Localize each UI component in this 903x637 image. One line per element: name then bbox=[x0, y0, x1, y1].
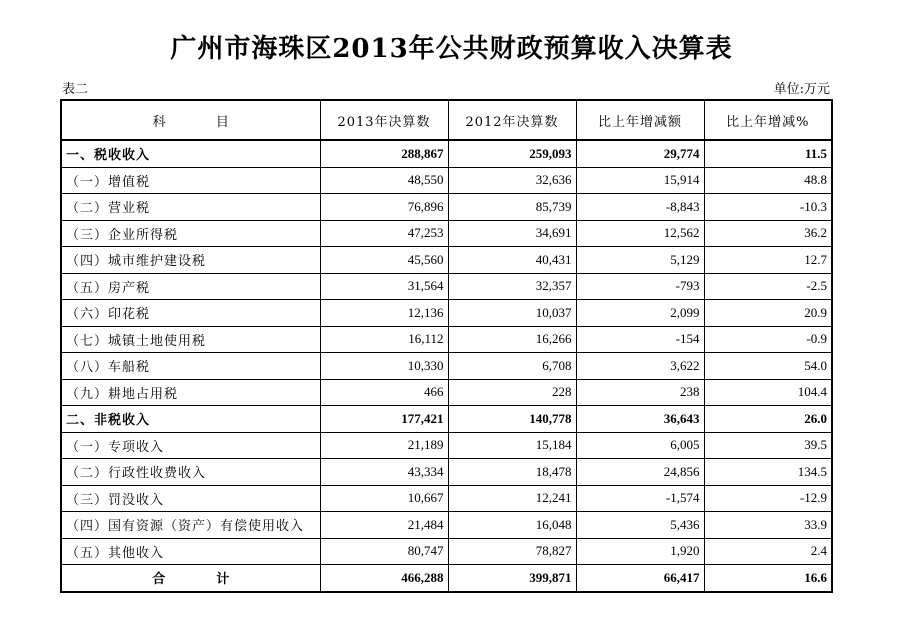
row-diff-value: 15,914 bbox=[576, 167, 704, 194]
row-2013-value: 12,136 bbox=[320, 300, 448, 327]
row-2012-value: 259,093 bbox=[448, 140, 576, 167]
row-subject: （八）车船税 bbox=[61, 353, 320, 380]
row-pct-value: -10.3 bbox=[704, 194, 832, 221]
row-pct-value: 11.5 bbox=[704, 140, 832, 167]
budget-table bbox=[60, 99, 833, 593]
total-diff: 66,417 bbox=[576, 565, 704, 592]
row-2013-value: 10,330 bbox=[320, 353, 448, 380]
column-header-2013: 2013年决算数 bbox=[320, 100, 448, 140]
row-pct-value: 26.0 bbox=[704, 406, 832, 433]
table-row bbox=[61, 538, 832, 565]
row-diff-value: 29,774 bbox=[576, 140, 704, 167]
row-diff-value: -154 bbox=[576, 326, 704, 353]
row-2012-value: 32,357 bbox=[448, 273, 576, 300]
row-2013-value: 21,484 bbox=[320, 512, 448, 539]
row-pct-value: 33.9 bbox=[704, 512, 832, 539]
row-2013-value: 31,564 bbox=[320, 273, 448, 300]
row-diff-value: 5,436 bbox=[576, 512, 704, 539]
row-subject: （一）增值税 bbox=[61, 167, 320, 194]
total-2012: 399,871 bbox=[448, 565, 576, 592]
row-pct-value: 54.0 bbox=[704, 353, 832, 380]
row-2013-value: 16,112 bbox=[320, 326, 448, 353]
table-row bbox=[61, 273, 832, 300]
table-row bbox=[61, 379, 832, 406]
row-2012-value: 78,827 bbox=[448, 538, 576, 565]
row-pct-value: -0.9 bbox=[704, 326, 832, 353]
row-subject: （六）印花税 bbox=[61, 300, 320, 327]
table-row bbox=[61, 485, 832, 512]
row-2013-value: 466 bbox=[320, 379, 448, 406]
row-2012-value: 140,778 bbox=[448, 406, 576, 433]
row-diff-value: 24,856 bbox=[576, 459, 704, 486]
row-subject: （四）城市维护建设税 bbox=[61, 247, 320, 274]
row-2012-value: 12,241 bbox=[448, 485, 576, 512]
row-pct-value: 20.9 bbox=[704, 300, 832, 327]
table-row bbox=[61, 140, 832, 167]
row-2012-value: 6,708 bbox=[448, 353, 576, 380]
row-diff-value: -1,574 bbox=[576, 485, 704, 512]
row-diff-value: 1,920 bbox=[576, 538, 704, 565]
row-2013-value: 76,896 bbox=[320, 194, 448, 221]
table-row bbox=[61, 167, 832, 194]
total-pct: 16.6 bbox=[704, 565, 832, 592]
row-2012-value: 40,431 bbox=[448, 247, 576, 274]
row-diff-value: -793 bbox=[576, 273, 704, 300]
column-header-2012: 2012年决算数 bbox=[448, 100, 576, 140]
row-subject: （四）国有资源（资产）有偿使用收入 bbox=[61, 512, 320, 539]
row-subject: （二）行政性收费收入 bbox=[61, 459, 320, 486]
row-diff-value: 36,643 bbox=[576, 406, 704, 433]
total-row bbox=[61, 565, 832, 592]
row-diff-value: 12,562 bbox=[576, 220, 704, 247]
subject-char-1: 科 bbox=[152, 114, 166, 130]
table-row bbox=[61, 247, 832, 274]
table-row bbox=[61, 432, 832, 459]
table-row bbox=[61, 406, 832, 433]
row-2013-value: 21,189 bbox=[320, 432, 448, 459]
row-pct-value: 104.4 bbox=[704, 379, 832, 406]
row-2012-value: 34,691 bbox=[448, 220, 576, 247]
row-2013-value: 47,253 bbox=[320, 220, 448, 247]
row-2013-value: 80,747 bbox=[320, 538, 448, 565]
column-header-diff: 比上年增减额 bbox=[576, 100, 704, 140]
table-row bbox=[61, 326, 832, 353]
table-row bbox=[61, 300, 832, 327]
row-pct-value: 134.5 bbox=[704, 459, 832, 486]
table-body bbox=[61, 140, 832, 565]
row-2012-value: 85,739 bbox=[448, 194, 576, 221]
table-row bbox=[61, 459, 832, 486]
row-2012-value: 15,184 bbox=[448, 432, 576, 459]
row-2013-value: 288,867 bbox=[320, 140, 448, 167]
row-pct-value: 48.8 bbox=[704, 167, 832, 194]
row-diff-value: 238 bbox=[576, 379, 704, 406]
row-2013-value: 48,550 bbox=[320, 167, 448, 194]
unit-label: 单位:万元 bbox=[773, 82, 830, 97]
row-subject: （三）企业所得税 bbox=[61, 220, 320, 247]
row-subject: （一）专项收入 bbox=[61, 432, 320, 459]
row-diff-value: -8,843 bbox=[576, 194, 704, 221]
row-subject: （二）营业税 bbox=[61, 194, 320, 221]
row-2013-value: 177,421 bbox=[320, 406, 448, 433]
row-2012-value: 16,048 bbox=[448, 512, 576, 539]
row-subject: （七）城镇土地使用税 bbox=[61, 326, 320, 353]
row-pct-value: 2.4 bbox=[704, 538, 832, 565]
table-header-row bbox=[61, 100, 832, 140]
table-row bbox=[61, 353, 832, 380]
table-row bbox=[61, 512, 832, 539]
row-diff-value: 2,099 bbox=[576, 300, 704, 327]
table-number: 表二 bbox=[62, 82, 89, 97]
row-2012-value: 18,478 bbox=[448, 459, 576, 486]
row-2012-value: 10,037 bbox=[448, 300, 576, 327]
row-diff-value: 3,622 bbox=[576, 353, 704, 380]
row-pct-value: 39.5 bbox=[704, 432, 832, 459]
total-2013: 466,288 bbox=[320, 565, 448, 592]
row-diff-value: 6,005 bbox=[576, 432, 704, 459]
table-row bbox=[61, 194, 832, 221]
row-subject: （五）其他收入 bbox=[61, 538, 320, 565]
total-char-2: 计 bbox=[216, 572, 230, 588]
row-pct-value: -2.5 bbox=[704, 273, 832, 300]
row-diff-value: 5,129 bbox=[576, 247, 704, 274]
row-pct-value: 12.7 bbox=[704, 247, 832, 274]
row-subject: （五）房产税 bbox=[61, 273, 320, 300]
row-pct-value: -12.9 bbox=[704, 485, 832, 512]
row-2013-value: 43,334 bbox=[320, 459, 448, 486]
row-subject: （三）罚没收入 bbox=[61, 485, 320, 512]
row-subject: 二、非税收入 bbox=[61, 406, 320, 433]
total-char-1: 合 bbox=[152, 572, 166, 588]
row-pct-value: 36.2 bbox=[704, 220, 832, 247]
table-row bbox=[61, 220, 832, 247]
row-subject: 一、税收收入 bbox=[61, 140, 320, 167]
column-header-pct: 比上年增减% bbox=[704, 100, 832, 140]
row-2013-value: 10,667 bbox=[320, 485, 448, 512]
row-2013-value: 45,560 bbox=[320, 247, 448, 274]
total-label bbox=[61, 565, 320, 592]
row-2012-value: 32,636 bbox=[448, 167, 576, 194]
row-2012-value: 16,266 bbox=[448, 326, 576, 353]
row-subject: （九）耕地占用税 bbox=[61, 379, 320, 406]
row-2012-value: 228 bbox=[448, 379, 576, 406]
column-header-subject bbox=[61, 100, 320, 140]
page-title: 广州市海珠区2013年公共财政预算收入决算表 bbox=[170, 34, 733, 64]
subject-char-2: 目 bbox=[215, 114, 229, 130]
